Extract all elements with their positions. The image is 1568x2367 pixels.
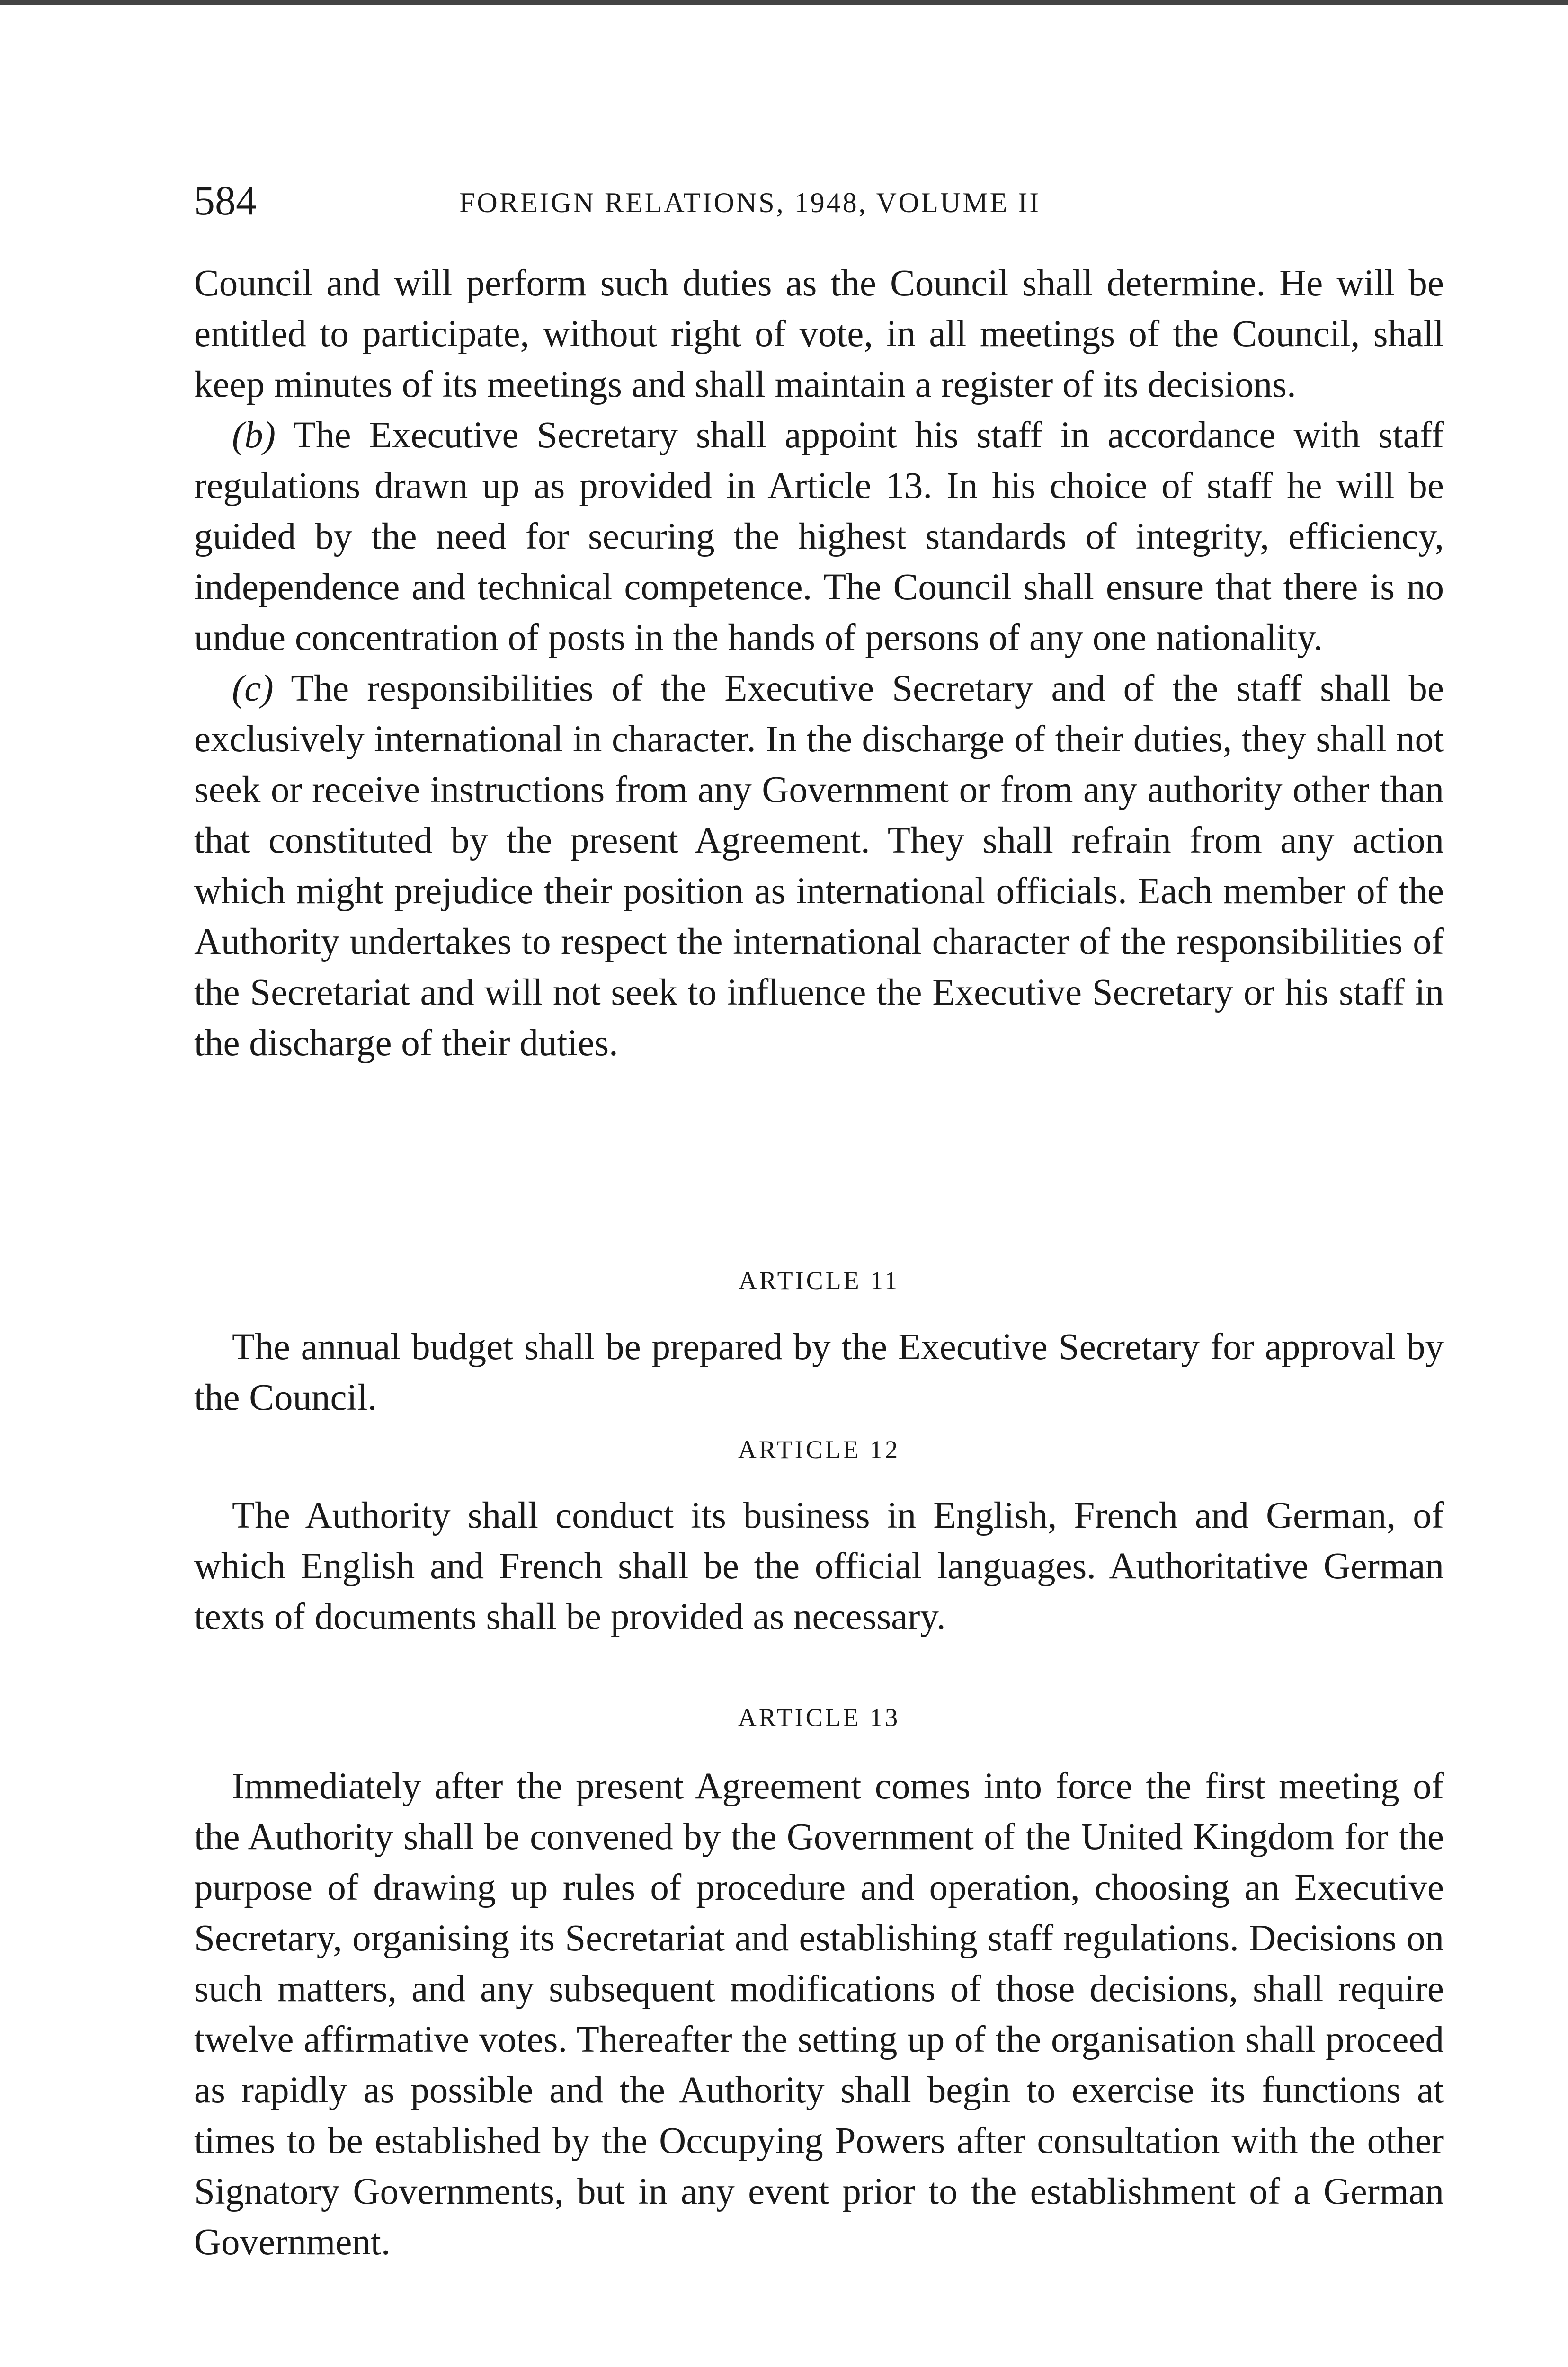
article-12-body bbox=[194, 1490, 1444, 1642]
article-13-text: Immediately after the present Agreement comes into force the first meeting of the Authority shall be convened by the Government of the United Kingdom for the purpose of drawing up rules of procedure and operation, choosing an Executive Secretary, organising its Secretariat and establishing staff regulations. Decisions on such matters, and any subsequent modifications of those decisions, shall require twelve affirmative votes. Thereafter the setting up of the organisation shall proceed as rapidly as possible and the Authority shall begin to exercise its functions at times to be established by the Occupying Powers after consultation with the other Signatory Governments, but in any event prior to the establishment of a German Government. bbox=[194, 1766, 1444, 2263]
running-head bbox=[194, 175, 1444, 227]
paragraph-continuation: Council and will perform such duties as the Council shall determine. He will be entitled to participate, without right of vote, in all meetings of the Council, shall keep minutes of its meetings and shall maintain a register of its decisions. bbox=[194, 263, 1444, 405]
paragraph-c-text: The responsibilities of the Executive Secretary and of the staff shall be exclusively international in character. In the discharge of their duties, they shall not seek or receive instructions from any Government or from any authority other than that constituted by the present Agreement. They shall refrain from any action which might prejudice their position as international officials. Each member of the Authority undertakes to respect the international character of the responsibilities of the Secretariat and will not seek to influence the Executive Secretary or his staff in the discharge of their duties. bbox=[194, 668, 1444, 1064]
article-11-body bbox=[194, 1322, 1444, 1423]
article-11-text: The annual budget shall be prepared by the Executive Secretary for approval by the Council. bbox=[194, 1326, 1444, 1418]
paragraph-c-label: (c) bbox=[232, 668, 274, 709]
page-number: 584 bbox=[194, 178, 257, 224]
article-13-heading: ARTICLE 13 bbox=[738, 1703, 900, 1732]
running-title: FOREIGN RELATIONS, 1948, VOLUME II bbox=[459, 187, 1041, 218]
top-edge-rule bbox=[0, 0, 1568, 5]
article-10-continuation bbox=[194, 258, 1444, 1068]
paragraph-b bbox=[194, 410, 1444, 663]
article-13-body bbox=[194, 1761, 1444, 2268]
article-11-heading: ARTICLE 11 bbox=[738, 1266, 900, 1295]
paragraph-c bbox=[194, 663, 1444, 1068]
article-12-heading: ARTICLE 12 bbox=[738, 1435, 900, 1464]
article-12-text: The Authority shall conduct its business in English, French and German, of which English and French shall be the official languages. Authoritative German texts of documents shall be provided as necessary. bbox=[194, 1495, 1444, 1637]
paragraph-b-text: The Executive Secretary shall appoint his staff in accordance with staff regulations drawn up as provided in Article 13. In his choice of staff he will be guided by the need for securing the highest standards of integrity, efficiency, independence and technical competence. The Council shall ensure that there is no undue concentration of posts in the hands of persons of any one nationality. bbox=[194, 415, 1444, 658]
paragraph-b-label: (b) bbox=[232, 415, 276, 456]
